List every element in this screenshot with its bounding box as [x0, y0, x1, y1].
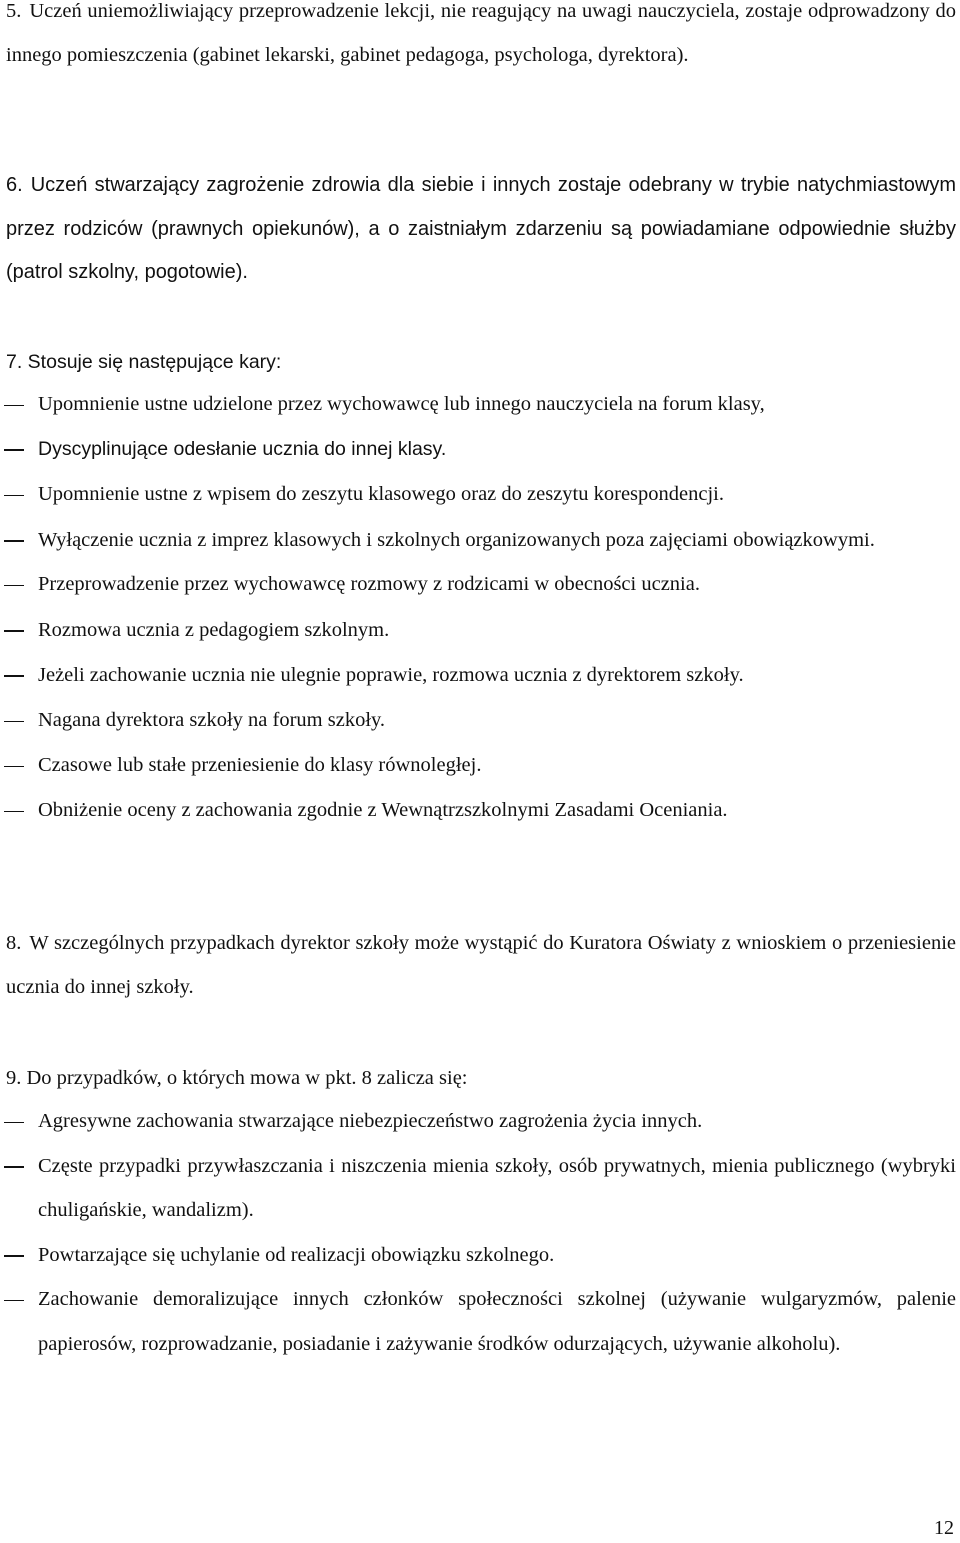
list-item: Powtarzające się uchylanie od realizacji obowiązku szkolnego.	[0, 1233, 956, 1278]
paragraph-item-6	[6, 164, 956, 295]
list-item: Przeprowadzenie przez wychowawcę rozmowy z rodzicami w obecności ucznia.	[0, 562, 956, 607]
item-number: 8.	[6, 932, 22, 954]
item-number: 6.	[6, 174, 23, 196]
paragraph-item-8	[6, 922, 956, 1009]
dash-bullet-icon	[3, 472, 25, 517]
list-item: Upomnienie ustne z wpisem do zeszytu klasowego oraz do zeszytu korespondencji.	[0, 472, 956, 517]
dash-bullet-icon	[3, 518, 25, 563]
dash-bullet-icon	[3, 608, 25, 653]
dash-bullet-icon	[3, 1144, 25, 1189]
transfer-cases-list	[0, 1099, 956, 1367]
list-item: Upomnienie ustne udzielone przez wychowawcę lub innego nauczyciela na forum klasy,	[0, 382, 956, 427]
dash-bullet-icon	[3, 653, 25, 698]
page-number: 12	[934, 1517, 954, 1539]
list-item: Obniżenie oceny z zachowania zgodnie z Wewnątrzszkolnymi Zasadami Oceniania.	[0, 788, 956, 833]
dash-bullet-icon	[3, 743, 25, 788]
paragraph-item-5	[6, 0, 956, 77]
dash-bullet-icon	[3, 562, 25, 607]
dash-bullet-icon	[3, 1233, 25, 1278]
item-9-heading: 9. Do przypadków, o których mowa w pkt. 8 zalicza się:	[6, 1067, 468, 1089]
list-item: Częste przypadki przywłaszczania i niszczenia mienia szkoły, osób prywatnych, mienia publicznego (wybryki chuligańskie, wandalizm).	[0, 1144, 956, 1233]
list-item: Dyscyplinujące odesłanie ucznia do innej klasy.	[0, 427, 956, 472]
item-text: Uczeń stwarzający zagrożenie zdrowia dla siebie i innych zostaje odebrany w trybie natychmiastowym przez rodziców (prawnych opiekunów), a o zaistniałym zdarzeniu są powiadamiane odpowiednie służby (patrol szkolny, pogotowie).	[6, 174, 956, 283]
list-item: Wyłączenie ucznia z imprez klasowych i szkolnych organizowanych poza zajęciami obowiązkowymi.	[0, 518, 956, 563]
list-item: Jeżeli zachowanie ucznia nie ulegnie poprawie, rozmowa ucznia z dyrektorem szkoły.	[0, 653, 956, 698]
dash-bullet-icon	[3, 382, 25, 427]
item-number: 5.	[6, 0, 22, 22]
dash-bullet-icon	[3, 1277, 25, 1322]
list-item: Zachowanie demoralizujące innych członków społeczności szkolnej (używanie wulgaryzmów, palenie papierosów, rozprowadzanie, posiadanie i zażywanie środków odurzających, używanie alkoholu).	[0, 1277, 956, 1366]
item-text: W szczególnych przypadkach dyrektor szkoły może wystąpić do Kuratora Oświaty z wnioskiem o przeniesienie ucznia do innej szkoły.	[6, 932, 956, 998]
list-item: Nagana dyrektora szkoły na forum szkoły.	[0, 698, 956, 743]
item-text: Uczeń uniemożliwiający przeprowadzenie lekcji, nie reagujący na uwagi nauczyciela, zostaje odprowadzony do innego pomieszczenia (gabinet lekarski, gabinet pedagoga, psychologa, dyrektora).	[6, 0, 956, 66]
dash-bullet-icon	[3, 427, 25, 472]
dash-bullet-icon	[3, 788, 25, 833]
list-item: Agresywne zachowania stwarzające niebezpieczeństwo zagrożenia życia innych.	[0, 1099, 956, 1144]
item-7-heading: 7. Stosuje się następujące kary:	[6, 351, 282, 373]
list-item: Rozmowa ucznia z pedagogiem szkolnym.	[0, 608, 956, 653]
penalties-list	[0, 382, 956, 834]
dash-bullet-icon	[3, 1099, 25, 1144]
dash-bullet-icon	[3, 698, 25, 743]
list-item: Czasowe lub stałe przeniesienie do klasy równoległej.	[0, 743, 956, 788]
